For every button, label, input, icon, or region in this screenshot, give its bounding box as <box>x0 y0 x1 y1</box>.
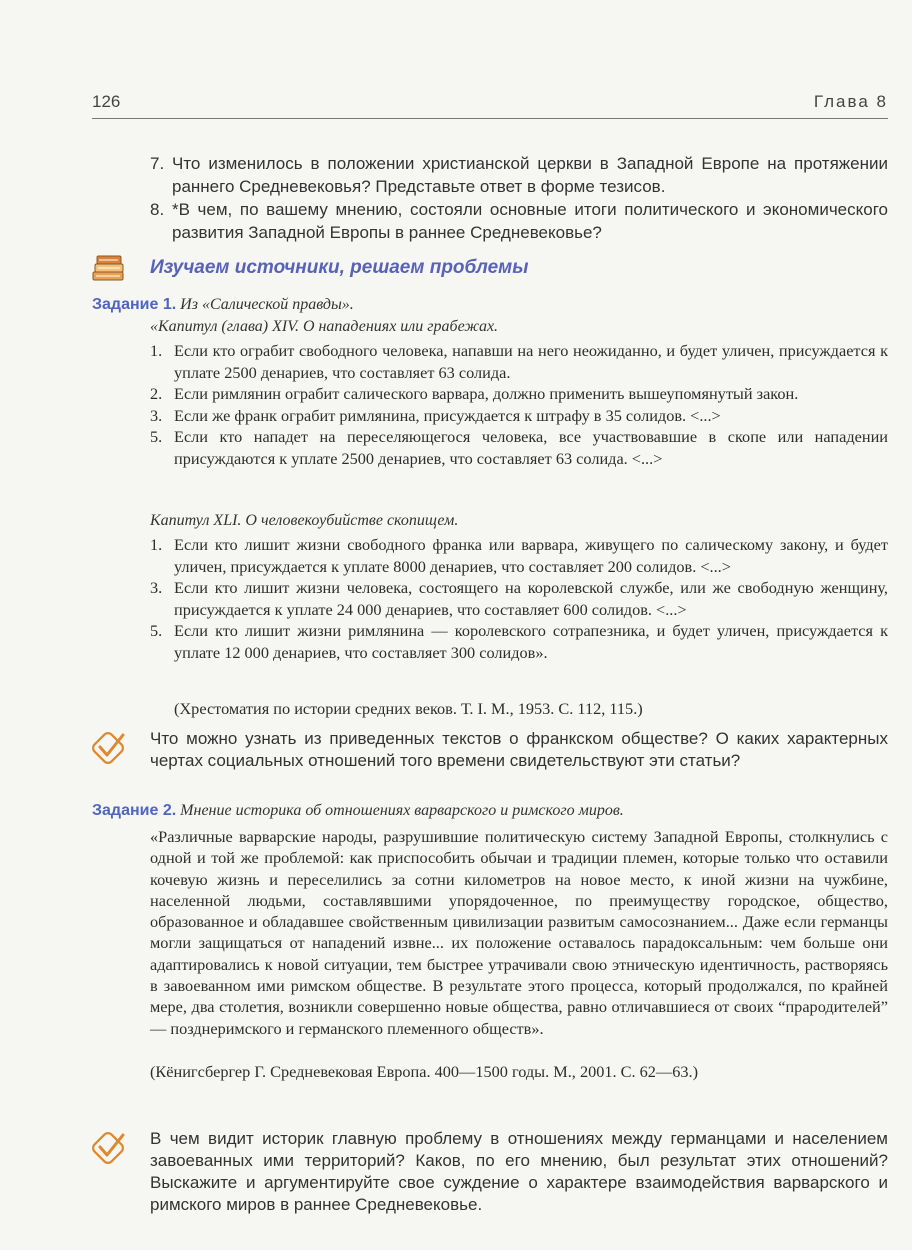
header-rule <box>92 118 888 119</box>
item-number: 5. <box>150 427 163 446</box>
item-number: 3. <box>150 578 163 597</box>
page-header <box>92 92 888 116</box>
item-text: Если же франк ограбит римлянина, присуждается к штрафу в 35 солидов. <...> <box>174 405 721 425</box>
source-citation: (Кёнигсбергер Г. Средневековая Европа. 400—1500 годы. М., 2001. С. 62—63.) <box>150 1062 698 1081</box>
item-number: 3. <box>150 405 163 425</box>
task-title: Мнение историка об отношениях варварского и римского миров. <box>180 802 624 819</box>
check-icon <box>92 730 126 764</box>
chapter-title: Глава 8 <box>813 92 888 111</box>
law-item <box>150 620 888 663</box>
page-number: 126 <box>92 92 121 111</box>
chapter-heading: «Капитул (глава) XIV. О нападениях или грабежах. <box>150 318 499 335</box>
historian-quote: «Различные варварские народы, разрушившие политическую систему Западной Европы, столкнулись с одной и той же проблемой: как приспособить обычаи и традиции племен, которые только что оставили кочевую жизнь и переселились за сотни километров на новое место, к иной жизни на чужбине, населенной людьми, составлявшими упорядоченное, по преимуществу городское, общество, образованное и обладавшее свойственным цивилизации развитым самосознанием... Даже если германцы могли защищаться от нападений извне... их положение оставалось парадоксальным: чем больше они адаптировались к новой ситуации, тем быстрее утрачивали свою этническую идентичность, растворяясь в завоеванном ими римском обществе. В результате этого процесса, который продолжался, по крайней мере, два столетия, возникли совершенно новые общества, равно отличавшиеся от своих “прародителей” — позднеримского и германского племенного обществ». <box>150 827 888 1038</box>
item-text: Если римлянин ограбит салического варвара, должно применить вышеупомянутый закон. <box>174 384 799 403</box>
law-list-2 <box>150 534 888 663</box>
item-text: Если кто лишит жизни свободного франка или варвара, живущего по салическому закону, и будет уличен, присуждается к уплате 8000 денариев, что составляет 200 солидов. <...> <box>174 535 888 576</box>
question-item <box>150 152 888 198</box>
task-2-heading <box>92 802 624 820</box>
question-number: 7. <box>150 154 165 173</box>
item-text: Если кто лишит жизни человека, состоящего на королевской службе, или же свободную женщину, присуждается к уплате 24 000 денариев, что составляет 600 солидов. <...> <box>174 578 888 619</box>
task-title: Из «Салической правды». <box>180 296 354 313</box>
question-number: 8. <box>150 200 165 219</box>
question-item <box>150 198 888 244</box>
item-text: Если кто ограбит свободного человека, напавши на него неожиданно, и будет уличен, присуждается к уплате 2500 денариев, что составляет 63 солида. <box>174 341 888 382</box>
question-text: Что изменилось в положении христианской церкви в Западной Европе на протяжении раннего Средневековья? Представьте ответ в форме тезисов. <box>172 154 888 196</box>
chapter-heading: Капитул XLI. О человекоубийстве скопищем. <box>150 512 459 529</box>
section-title: Изучаем источники, решаем проблемы <box>150 257 529 278</box>
item-number: 2. <box>150 384 163 403</box>
law-item <box>150 340 888 383</box>
task-label: Задание 2. <box>92 802 177 819</box>
law-list-1 <box>150 340 888 469</box>
check-icon <box>92 1130 126 1164</box>
law-item <box>150 577 888 620</box>
task-label: Задание 1. <box>92 296 177 313</box>
task-1-heading <box>92 296 354 314</box>
task-question: Что можно узнать из приведенных текстов о франкском обществе? О каких характерных чертах социальных отношений того времени свидетельствуют эти статьи? <box>150 729 888 770</box>
law-item <box>150 383 888 405</box>
item-number: 1. <box>150 535 163 554</box>
law-item <box>150 405 888 427</box>
question-list <box>150 152 888 244</box>
law-item <box>150 426 888 469</box>
source-citation: (Хрестоматия по истории средних веков. Т. I. М., 1953. С. 112, 115.) <box>174 699 643 718</box>
item-text: Если кто лишит жизни римлянина — королевского сотрапезника, и будет уличен, присуждается к уплате 12 000 денариев, что составляет 300 солидов». <box>174 621 888 662</box>
item-number: 5. <box>150 621 163 640</box>
task-question: В чем видит историк главную проблему в отношениях между германцами и населением завоеванных ими территорий? Каков, по его мнению, был результат этих отношений? Выскажите и аргументируйте свое суждение о характере взаимодействия варварского и римского миров в раннее Средневековье. <box>150 1129 888 1214</box>
question-text: *В чем, по вашему мнению, состояли основные итоги политического и экономического развития Западной Европы в раннее Средневековье? <box>172 200 888 242</box>
item-number: 1. <box>150 341 163 360</box>
books-icon <box>90 252 128 284</box>
item-text: Если кто нападет на переселяющегося человека, все участвовавшие в скопе или нападении присуждаются к уплате 2500 денариев, что составляет 63 солида. <...> <box>174 427 888 468</box>
law-item <box>150 534 888 577</box>
